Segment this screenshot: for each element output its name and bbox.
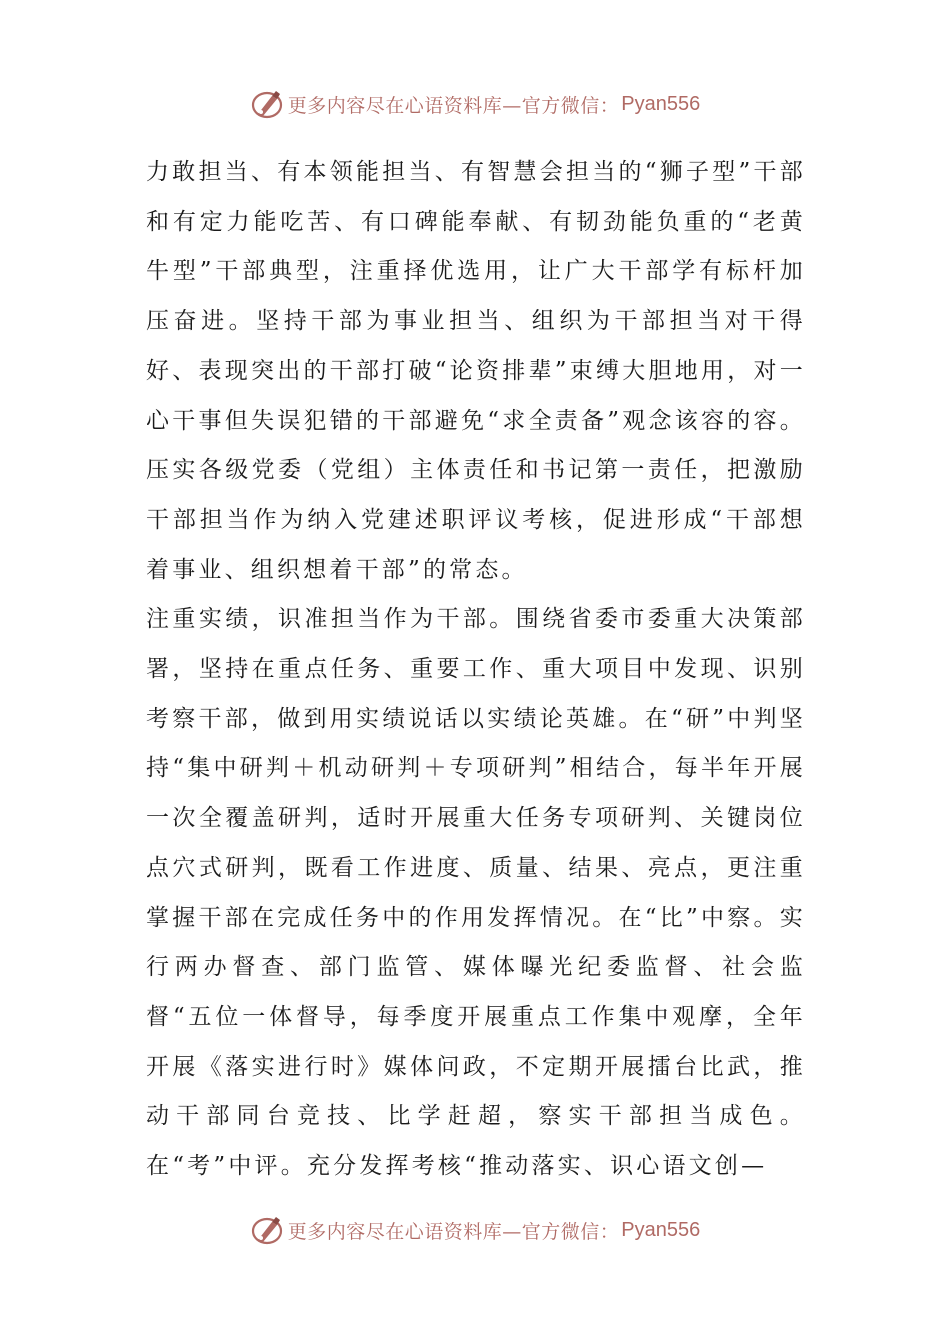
document-body [146,148,806,1192]
footer-banner [0,1210,950,1250]
banner-wechat-id: Pyan556 [621,1218,701,1241]
banner-wechat-id: Pyan556 [621,92,701,115]
banner-text: 更多内容尽在心语资料库—官方微信： [287,94,620,117]
banner-text: 更多内容尽在心语资料库—官方微信： [287,1220,620,1243]
paragraph-2: 注重实绩，识准担当作为干部。围绕省委市委重大决策部署，坚持在重点任务、重要工作、重大项目中发现、识别考察干部，做到用实绩说话以实绩论英雄。在“研”中判坚持“集中研判＋机动研判＋专项研判”相结合，每半年开展一次全覆盖研判，适时开展重大任务专项研判、关键岗位点穴式研判，既看工作进度、质量、结果、亮点，更注重掌握干部在完成任务中的作用发挥情况。在“比”中察。实行两办督查、部门监管、媒体曝光纪委监督、社会监督“五位一体督导，每季度开展重点工作集中观摩，全年开展《落实进行时》媒体问政，不定期开展擂台比武，推动干部同台竞技、比学赶超，察实干部担当成色。在“考”中评。充分发挥考核“推动落实、识心语文创— [146,606,806,1180]
header-banner [0,84,950,124]
pen-logo-icon [250,1213,284,1247]
pen-logo-icon [250,87,284,121]
paragraph-1: 力敢担当、有本领能担当、有智慧会担当的“狮子型”干部和有定力能吃苦、有口碑能奉献、有韧劲能负重的“老黄牛型”干部典型，注重择优选用，让广大干部学有标杆加压奋进。坚持干部为事业担当、组织为干部担当对干得好、表现突出的干部打破“论资排辈”束缚大胆地用，对一心干事但失误犯错的干部避免“求全责备”观念该容的容。压实各级党委（党组）主体责任和书记第一责任，把激励干部担当作为纳入党建述职评议考核，促进形成“干部想着事业、组织想着干部”的常态。 [146,159,806,583]
